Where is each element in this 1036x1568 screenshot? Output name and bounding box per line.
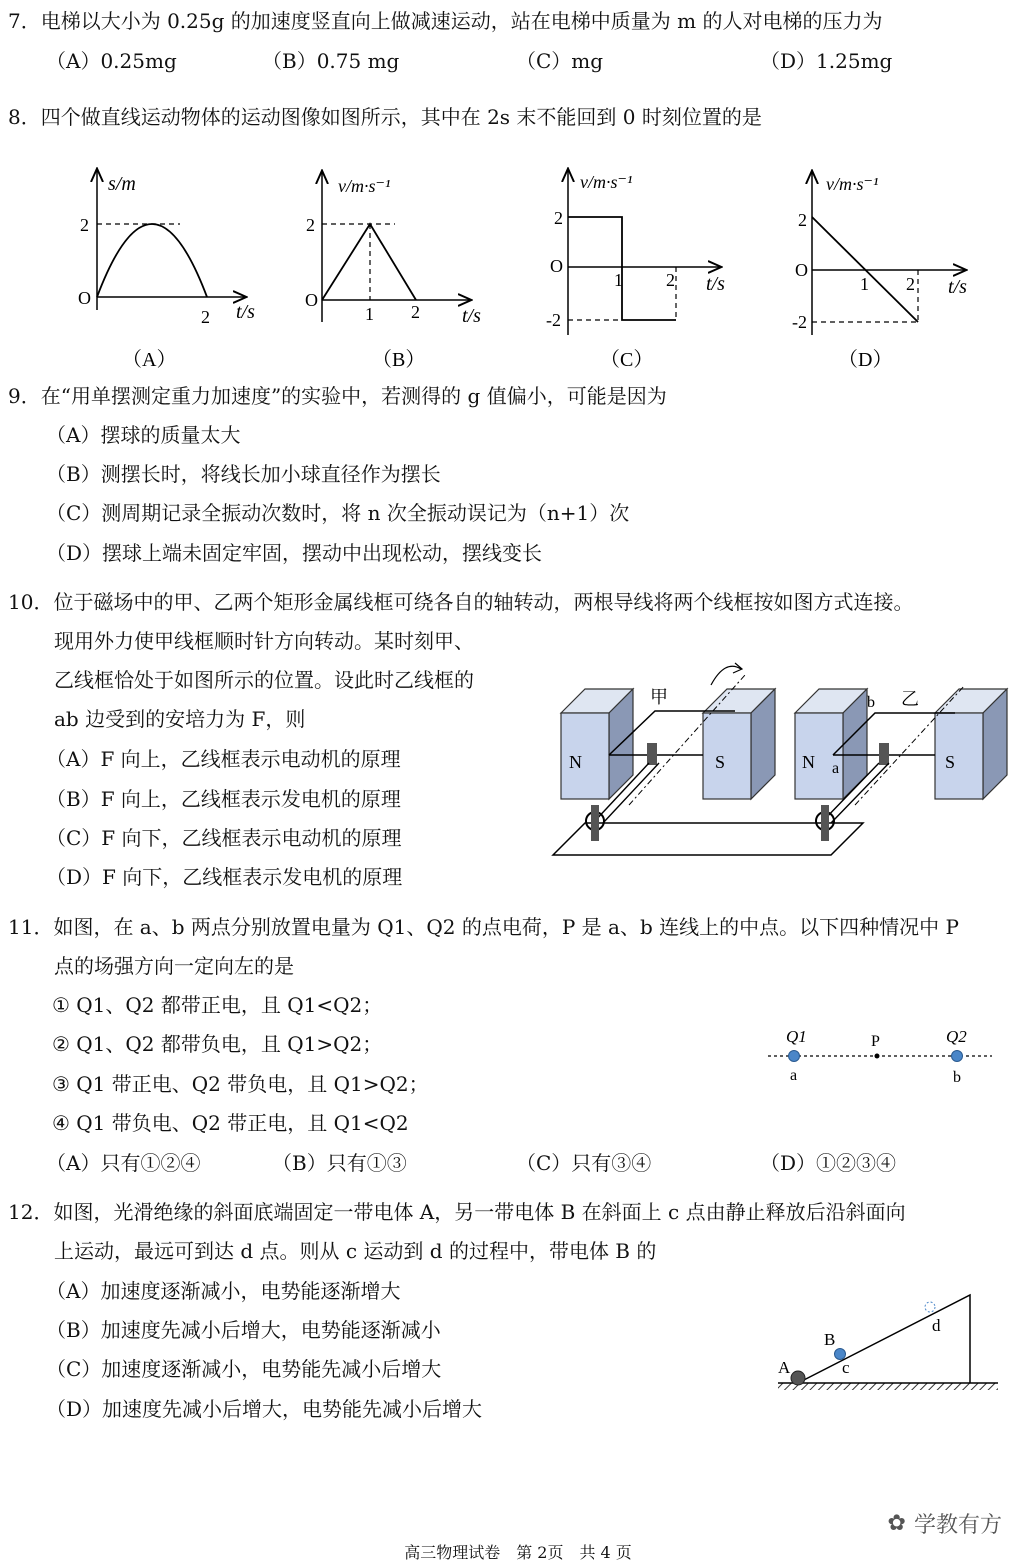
- graph-d-xlabel: t/s: [948, 276, 967, 298]
- magnet-n2: [795, 689, 867, 799]
- graph-b-origin: O: [305, 290, 318, 310]
- q11-option-c: （C）只有③④: [516, 1151, 652, 1175]
- q11-option-b: （B）只有①③: [272, 1151, 407, 1175]
- graph-a-tick: 2: [201, 307, 210, 327]
- q11-item-4: ④ Q1 带负电、Q2 带正电，且 Q1<Q2: [52, 1111, 409, 1135]
- q10-stem-line-3: 乙线框恰处于如图所示的位置。设此时乙线框的: [54, 668, 474, 692]
- q7-stem: 7．电梯以大小为 0.25g 的加速度竖直向上做减速运动，站在电梯中质量为 m 的人对电梯的压力为: [8, 9, 883, 33]
- q10-stem-line-4: ab 边受到的安培力为 F，则: [54, 707, 306, 731]
- label-a: A: [778, 1358, 791, 1377]
- graph-d-ylabel: v/m·s⁻¹: [826, 174, 879, 194]
- charge-q2: [952, 1051, 963, 1062]
- q11-item-2: ② Q1、Q2 都带负电，且 Q1>Q2；: [52, 1032, 383, 1056]
- graph-b-label: （B）: [372, 349, 426, 371]
- graph-c-tick: -2: [546, 310, 561, 330]
- graph-c-tick: 1: [614, 270, 623, 290]
- q11-option-a: （A）只有①②④: [46, 1151, 201, 1175]
- graph-b-tick: 2: [411, 302, 420, 322]
- q8-stem: 8．四个做直线运动物体的运动图像如图所示，其中在 2s 末不能回到 0 时刻位置的是: [8, 105, 762, 129]
- q10-option-b: （B）F 向上，乙线框表示发电机的原理: [46, 787, 401, 811]
- ground: [778, 1383, 998, 1390]
- label-p: P: [871, 1033, 880, 1050]
- q9-stem: 9．在“用单摆测定重力加速度”的实验中，若测得的 g 值偏小，可能是因为: [8, 384, 667, 408]
- q12-option-c: （C）加速度逐渐减小，电势能先减小后增大: [46, 1357, 442, 1381]
- graph-c-label: （C）: [600, 349, 654, 371]
- frame-yi-label-b: b: [867, 694, 875, 711]
- q12-stem-line-2: 上运动，最远可到达 d 点。则从 c 运动到 d 的过程中，带电体 B 的: [54, 1239, 657, 1263]
- q11-item-3: ③ Q1 带正电、Q2 带负电，且 Q1>Q2；: [52, 1072, 429, 1096]
- label-q1: Q1: [786, 1027, 807, 1046]
- magnet-s2: [935, 689, 1007, 799]
- frame-yi-label-a: a: [832, 760, 840, 777]
- q10-option-a: （A）F 向上，乙线框表示电动机的原理: [46, 747, 401, 771]
- q11-stem-line-2: 点的场强方向一定向左的是: [54, 954, 294, 978]
- q9-option-c: （C）测周期记录全振动次数时，将 n 次全振动误记为（n+1）次: [46, 501, 630, 525]
- graph-c-tick: 2: [666, 270, 675, 290]
- q12-option-d: （D）加速度先减小后增大，电势能先减小后增大: [46, 1397, 483, 1421]
- watermark: [888, 1508, 1002, 1539]
- graph-d-tick: 2: [798, 210, 807, 230]
- graph-d-label: （D）: [838, 349, 893, 371]
- graph-d-tick: 2: [906, 274, 915, 294]
- wechat-icon: ✿: [887, 1511, 906, 1536]
- q8-graphs: [0, 160, 1036, 380]
- q11-item-1: ① Q1、Q2 都带正电，且 Q1<Q2；: [52, 993, 383, 1017]
- q7-option-c: （C）mg: [516, 49, 604, 73]
- graph-a-ylabel: s/m: [108, 173, 136, 195]
- frame-yi-label: 乙: [901, 689, 919, 709]
- q9-option-a: （A）摆球的质量太大: [46, 423, 241, 447]
- frame-jia-label: 甲: [650, 687, 668, 707]
- q11-stem-line-1: 11．如图，在 a、b 两点分别放置电量为 Q1、Q2 的点电荷，P 是 a、b 连线上的中点。以下四种情况中 P: [8, 915, 959, 939]
- label-a: a: [790, 1067, 798, 1084]
- magnet-label: S: [945, 752, 956, 772]
- q12-figure: [770, 1285, 1005, 1395]
- graph-c-tick: 2: [554, 208, 563, 228]
- graph-b-xlabel: t/s: [462, 305, 481, 327]
- label-b: B: [824, 1330, 836, 1349]
- magnet-n1: [561, 689, 633, 799]
- q10-option-d: （D）F 向下，乙线框表示发电机的原理: [46, 865, 403, 889]
- q7-option-d: （D）1.25mg: [760, 49, 893, 73]
- graph-c-origin: O: [550, 256, 563, 276]
- q10-stem-line-2: 现用外力使甲线框顺时针方向转动。某时刻甲、: [54, 629, 474, 653]
- graph-d-tick: 1: [860, 274, 869, 294]
- q9-option-b: （B）测摆长时，将线长加小球直径作为摆长: [46, 462, 441, 486]
- page-footer: 高三物理试卷 第 2页 共 4 页: [404, 1543, 632, 1562]
- q12-option-b: （B）加速度先减小后增大，电势能逐渐减小: [46, 1318, 441, 1342]
- label-c: c: [842, 1358, 850, 1377]
- q7-option-b: （B）0.75 mg: [262, 49, 400, 73]
- q10-stem-line-1: 10．位于磁场中的甲、乙两个矩形金属线框可绕各自的轴转动，两根导线将两个线框按如图方式连接。: [8, 590, 914, 614]
- graph-b-ylabel: v/m·s⁻¹: [338, 176, 391, 196]
- graph-a: [78, 170, 255, 371]
- magnet-label: S: [715, 752, 726, 772]
- q10-option-c: （C）F 向下，乙线框表示电动机的原理: [46, 826, 402, 850]
- charge-b-at-d: [925, 1302, 935, 1312]
- graph-c-xlabel: t/s: [706, 273, 725, 295]
- graph-c-ylabel: v/m·s⁻¹: [580, 172, 633, 192]
- graph-b-tick: 1: [365, 304, 374, 324]
- graph-b: [305, 172, 481, 371]
- graph-a-tick: 2: [80, 215, 89, 235]
- graph-a-origin: O: [78, 288, 91, 308]
- charge-a: [791, 1371, 805, 1385]
- q10-figure: [545, 655, 1015, 860]
- charge-q1: [789, 1051, 800, 1062]
- graph-a-xlabel: t/s: [236, 301, 255, 323]
- label-d: d: [932, 1316, 941, 1335]
- graph-b-tick: 2: [306, 215, 315, 235]
- graph-d: [792, 172, 967, 371]
- point-p: [875, 1054, 880, 1059]
- graph-c: [546, 170, 725, 371]
- q12-option-a: （A）加速度逐渐减小，电势能逐渐增大: [46, 1279, 401, 1303]
- label-q2: Q2: [946, 1027, 967, 1046]
- graph-d-tick: -2: [792, 312, 807, 332]
- magnet-label: N: [802, 752, 815, 772]
- label-b: b: [953, 1069, 961, 1086]
- magnet-label: N: [569, 752, 582, 772]
- graph-a-label: （A）: [122, 349, 177, 371]
- q11-figure: [760, 1020, 1000, 1090]
- q12-stem-line-1: 12．如图，光滑绝缘的斜面底端固定一带电体 A，另一带电体 B 在斜面上 c 点由静止释放后沿斜面向: [8, 1200, 906, 1224]
- graph-d-origin: O: [795, 260, 808, 280]
- watermark-text: 学教有方: [913, 1513, 1002, 1538]
- q9-option-d: （D）摆球上端未固定牢固，摆动中出现松动，摆线变长: [46, 541, 543, 565]
- q7-option-a: （A）0.25mg: [46, 49, 177, 73]
- magnet-s1: [703, 689, 775, 799]
- q11-option-d: （D）①②③④: [760, 1151, 897, 1175]
